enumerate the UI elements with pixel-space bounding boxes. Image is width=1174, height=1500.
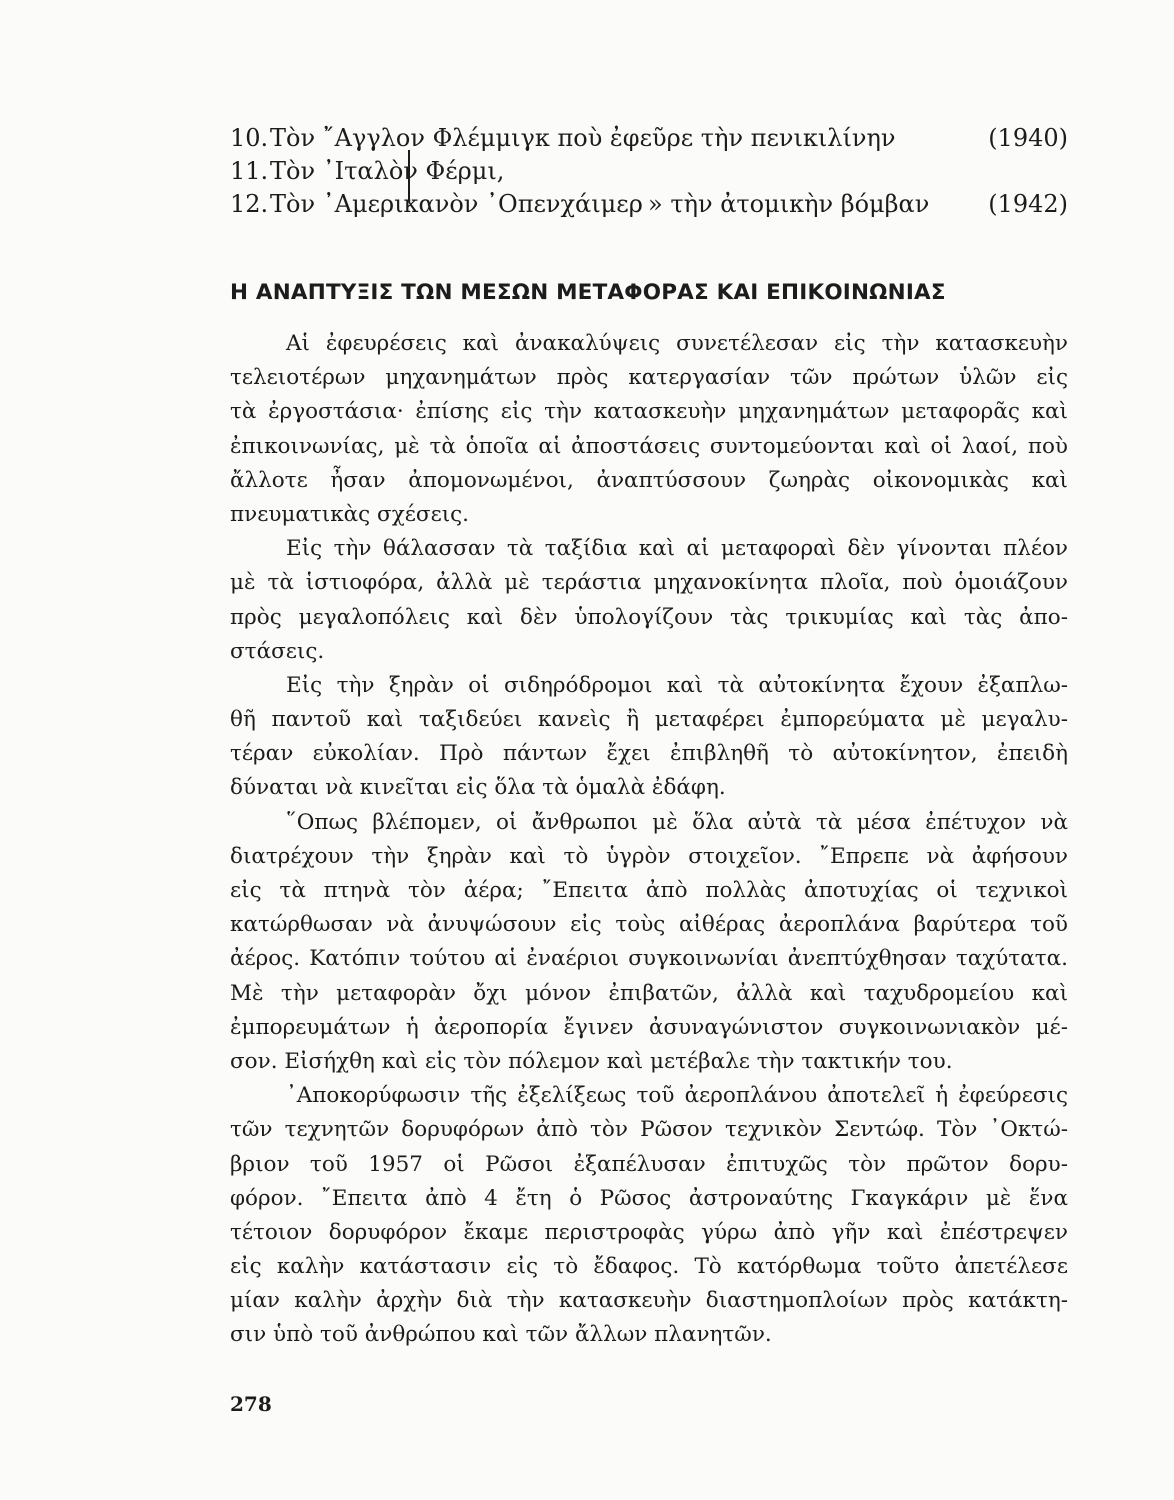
text-line: τελειοτέρων μηχανημάτων πρὸς κατεργασίαν τῶν πρώτων ὑλῶν εἰς — [230, 365, 1068, 391]
list-shared-text: » τὴν ἀτομικὴν βόμβαν — [648, 190, 930, 218]
text-line: ἐμπορευμάτων ἡ ἀεροπορία ἔγινεν ἀσυναγώνιστον συγκοινωνιακὸν μέ- — [230, 1014, 1068, 1040]
list-item — [230, 122, 1070, 155]
page-number: 278 — [230, 1392, 272, 1416]
text-line: θῆ παντοῦ καὶ ταξιδεύει κανεὶς ἢ μεταφέρει ἐμπορεύματα μὲ μεγαλυ- — [230, 707, 1068, 733]
text-line: πνευματικὰς σχέσεις. — [230, 501, 470, 527]
text-line: στάσεις. — [230, 638, 325, 664]
text-line: σον. Εἰσήχθη καὶ εἰς τὸν πόλεμον καὶ μετέβαλε τὴν τακτικήν του. — [230, 1048, 953, 1074]
text-line: φόρον. ῎Επειτα ἀπὸ 4 ἔτη ὁ Ρῶσος ἀστροναύτης Γκαγκάριν μὲ ἕνα — [230, 1185, 1068, 1211]
text-line: σιν ὑπὸ τοῦ ἀνθρώπου καὶ τῶν ἄλλων πλανητῶν. — [230, 1322, 772, 1348]
text-line: βριον τοῦ 1957 οἱ Ρῶσοι ἐξαπέλυσαν ἐπιτυχῶς τὸν πρῶτον δορυ- — [230, 1151, 1068, 1177]
text-line: μίαν καλὴν ἀρχὴν διὰ τὴν κατασκευὴν διαστημοπλοίων πρὸς κατάκτη- — [230, 1288, 1068, 1314]
text-line: τέτοιον δορυφόρον ἔκαμε περιστροφὰς γύρω ἀπὸ γῆν καὶ ἐπέστρεψεν — [230, 1219, 1068, 1245]
list-number: 10. — [230, 124, 269, 152]
text-line: ἀέρος. Κατόπιν τούτου αἱ ἐναέριοι συγκοινωνίαι ἀνεπτύχθησαν ταχύτατα. — [230, 946, 1068, 972]
text-line: κατώρθωσαν νὰ ἀνυψώσουν εἰς τοὺς αἰθέρας ἀεροπλάνα βαρύτερα τοῦ — [230, 912, 1068, 938]
text-line: Εἰς τὴν θάλασσαν τὰ ταξίδια καὶ αἱ μεταφοραὶ δὲν γίνονται πλέον — [286, 536, 1068, 562]
text-line: ῞Οπως βλέπομεν, οἱ ἄνθρωποι μὲ ὅλα αὐτὰ τὰ μέσα ἐπέτυχον νὰ — [286, 809, 1068, 835]
text-line: τέραν εὐκολίαν. Πρὸ πάντων ἔχει ἐπιβληθῆ τὸ αὐτοκίνητον, ἐπειδὴ — [230, 741, 1068, 767]
body-text — [230, 327, 1068, 1353]
list-number: 11. — [230, 157, 269, 185]
text-line: δύναται νὰ κινεῖται εἰς ὅλα τὰ ὁμαλὰ ἐδάφη. — [230, 775, 726, 801]
text-line: εἰς καλὴν κατάστασιν εἰς τὸ ἔδαφος. Τὸ κατόρθωμα τοῦτο ἀπετέλεσε — [230, 1254, 1068, 1280]
list-year: (1940) — [988, 124, 1068, 152]
text-line: ἐπικοινωνίας, μὲ τὰ ὁποῖα αἱ ἀποστάσεις συντομεύονται καὶ οἱ λαοί, ποὺ — [230, 433, 1068, 459]
text-line: Μὲ τὴν μεταφορὰν ὄχι μόνον ἐπιβατῶν, ἀλλὰ καὶ ταχυδρομείου καὶ — [230, 980, 1068, 1006]
brace-mark — [408, 150, 418, 206]
list-text: Τὸν ᾿Αμερικανὸν ᾿Οπενχάιμερ — [270, 190, 643, 218]
list-number: 12. — [230, 190, 269, 218]
text-line: πρὸς μεγαλοπόλεις καὶ δὲν ὑπολογίζουν τὰς τρικυμίας καὶ τὰς ἀπο- — [230, 604, 1068, 630]
text-line: τῶν τεχνητῶν δορυφόρων ἀπὸ τὸν Ρῶσον τεχνικὸν Σεντώφ. Τὸν ᾿Οκτώ- — [230, 1117, 1068, 1143]
text-line: εἰς τὰ πτηνὰ τὸν ἀέρα; ῎Επειτα ἀπὸ πολλὰς ἀποτυχίας οἱ τεχνικοὶ — [230, 878, 1068, 903]
section-heading: Η ΑΝΑΠΤΥΞΙΣ ΤΩΝ ΜΕΣΩΝ ΜΕΤΑΦΟΡΑΣ ΚΑΙ ΕΠΙΚΟΙΝΩΝΙΑΣ — [230, 280, 946, 305]
text-line: Εἰς τὴν ξηρὰν οἱ σιδηρόδρομοι καὶ τὰ αὐτοκίνητα ἔχουν ἐξαπλω- — [286, 672, 1068, 698]
text-line: τὰ ἐργοστάσια· ἐπίσης εἰς τὴν κατασκευὴν μηχανημάτων μεταφορᾶς καὶ — [230, 399, 1068, 425]
text-line: ἄλλοτε ἦσαν ἀπομονωμένοι, ἀναπτύσσουν ζωηρὰς οἰκονομικὰς καὶ — [230, 467, 1068, 493]
text-line: μὲ τὰ ἱστιοφόρα, ἀλλὰ μὲ τεράστια μηχανοκίνητα πλοῖα, ποὺ ὁμοιάζουν — [230, 570, 1068, 596]
text-line: Αἱ ἐφευρέσεις καὶ ἀνακαλύψεις συνετέλεσαν εἰς τὴν κατασκευὴν — [286, 331, 1068, 356]
list-item — [230, 155, 1070, 188]
list-item — [230, 188, 1070, 221]
list-year: (1942) — [988, 190, 1068, 218]
inventors-list — [230, 122, 1070, 221]
list-text: Τὸν ᾿Ιταλὸν Φέρμι, — [270, 157, 505, 185]
list-text: Τὸν ῎Αγγλον Φλέμμιγκ ποὺ ἐφεῦρε τὴν πενικιλίνην — [270, 124, 896, 152]
text-line: ᾿Αποκορύφωσιν τῆς ἐξελίξεως τοῦ ἀεροπλάνου ἀποτελεῖ ἡ ἐφεύρεσις — [286, 1083, 1068, 1109]
text-line: διατρέχουν τὴν ξηρὰν καὶ τὸ ὑγρὸν στοιχεῖον. ῎Επρεπε νὰ ἀφήσουν — [230, 843, 1068, 869]
